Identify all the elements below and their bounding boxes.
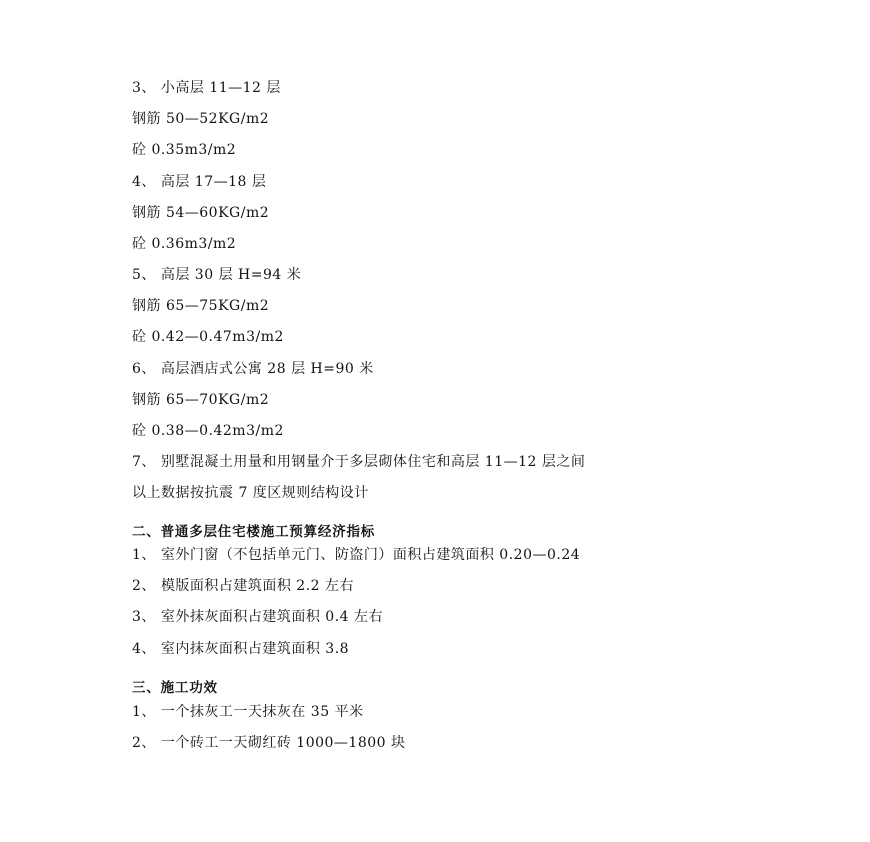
section2-item-4: 4、 室内抹灰面积占建筑面积 3.8	[132, 641, 350, 657]
list-item-3-steel: 钢筋 50—52KG/m2	[132, 111, 270, 127]
list-item-7-text: 7、 别墅混凝土用量和用钢量介于多层砌体住宅和高层 11—12 层之间	[132, 454, 586, 470]
list-item-4-title: 4、 高层 17—18 层	[132, 174, 267, 190]
design-note: 以上数据按抗震 7 度区规则结构设计	[132, 485, 369, 501]
list-item-5-concrete: 砼 0.42—0.47m3/m2	[132, 329, 284, 345]
section2-item-3: 3、 室外抹灰面积占建筑面积 0.4 左右	[132, 609, 384, 625]
section2-heading: 二、普通多层住宅楼施工预算经济指标	[132, 524, 376, 540]
section3-item-2: 2、 一个砖工一天砌红砖 1000—1800 块	[132, 735, 406, 751]
section2-item-1: 1、 室外门窗（不包括单元门、防盗门）面积占建筑面积 0.20—0.24	[132, 547, 581, 563]
list-item-5-steel: 钢筋 65—75KG/m2	[132, 298, 270, 314]
list-item-6-title: 6、 高层酒店式公寓 28 层 H=90 米	[132, 361, 374, 377]
list-item-6-concrete: 砼 0.38—0.42m3/m2	[132, 423, 284, 439]
section3-item-1: 1、 一个抹灰工一天抹灰在 35 平米	[132, 704, 364, 720]
list-item-3-concrete: 砼 0.35m3/m2	[132, 142, 237, 158]
list-item-3-title: 3、 小高层 11—12 层	[132, 80, 281, 96]
section3-heading: 三、施工功效	[132, 680, 218, 696]
list-item-4-concrete: 砼 0.36m3/m2	[132, 236, 237, 252]
list-item-6-steel: 钢筋 65—70KG/m2	[132, 392, 270, 408]
list-item-4-steel: 钢筋 54—60KG/m2	[132, 205, 270, 221]
section2-item-2: 2、 模版面积占建筑面积 2.2 左右	[132, 578, 355, 594]
list-item-5-title: 5、 高层 30 层 H=94 米	[132, 267, 302, 283]
